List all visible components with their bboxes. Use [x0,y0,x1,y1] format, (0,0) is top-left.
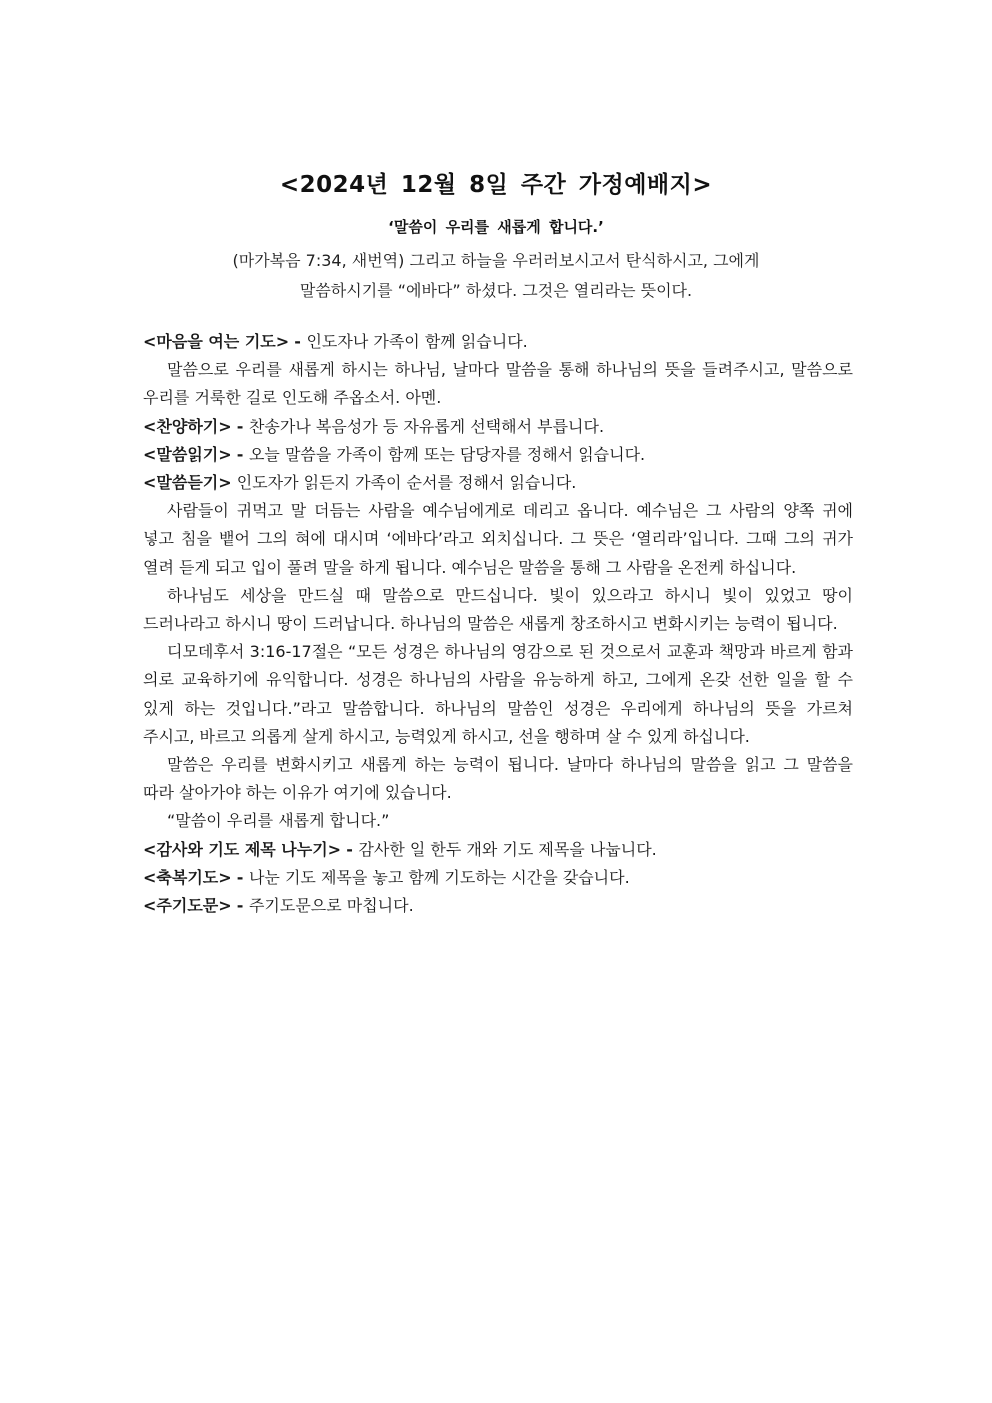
section-heading: <감사와 기도 제목 나누기> [143,839,342,859]
page-title: <2024년 12월 8일 주간 가정예배지> [279,172,713,198]
sermon-paragraph: 말씀은 우리를 변화시키고 새롭게 하는 능력이 됩니다. 날마다 하나님의 말씀을 읽고 그 말씀을 따라 살아가야 하는 이유가 여기에 있습니다. [143,755,853,803]
sermon-paragraph: 디모데후서 3:16-17절은 “모든 성경은 하나님의 영감으로 된 것으로서 교훈과 책망과 바르게 함과 의로 교육하기에 유익합니다. 성경은 하나님의 사람을 유능하게 하고, 그에게 온갖 선한 일을 할 수 있게 하는 것입니다.”라고 말씀합니다. 하나님의 말씀인 성경은 우리에게 하나님의 뜻을 가르쳐 주시고, 바르고 의롭게 살게 하시고, 능력있게 하시고, 선을 행하며 살 수 있게 하십니다. [143,642,853,746]
section-heading: <마음을 여는 기도> [143,332,290,351]
section-description: 찬송가나 복음성가 등 자유롭게 선택해서 부릅니다. [248,416,605,436]
scripture-verse [0,246,992,306]
section-sharing [143,836,853,864]
sermon-paragraph: 사람들이 귀먹고 말 더듬는 사람을 예수님에게로 데리고 옵니다. 예수님은 그 사람의 양쪽 귀에 넣고 침을 뱉어 그의 혀에 대시며 ‘에바다’라고 외치십니다. 그 뜻은 ‘열리라’입니다. 그때 그의 귀가 열려 듣게 되고 입이 풀려 말을 하게 됩니다. 예수님은 말씀을 통해 그 사람을 온전케 하십니다. [143,501,853,577]
section-opening-prayer [143,328,853,356]
section-blessing [143,864,853,892]
section-description: 인도자나 가족이 함께 읽습니다. [306,332,528,351]
separator: - [236,444,249,464]
separator: - [236,896,249,916]
opening-prayer-text: 말씀으로 우리를 새롭게 하시는 하나님, 날마다 말씀을 통해 하나님의 뜻을 들려주시고, 말씀으로 우리를 거룩한 길로 인도해 주옵소서. 아멘. [143,360,853,408]
section-heading: <축복기도> [143,867,232,887]
section-listening [143,469,853,497]
section-reading [143,441,853,469]
section-description: 감사한 일 한두 개와 기도 제목을 나눕니다. [358,839,657,859]
section-description: 오늘 말씀을 가족이 함께 또는 담당자를 정해서 읽습니다. [248,444,646,464]
section-heading: <주기도문> [143,896,232,916]
section-praise [143,413,853,441]
section-description: 주기도문으로 마칩니다. [248,896,414,916]
section-description: 나눈 기도 제목을 놓고 함께 기도하는 시간을 갖습니다. [248,867,630,887]
verse-line-1: (마가복음 7:34, 새번역) 그리고 하늘을 우러러보시고서 탄식하시고, 그에게 [232,251,760,270]
section-description: 인도자가 읽든지 가족이 순서를 정해서 읽습니다. [236,473,577,493]
separator: - [236,867,249,887]
verse-line-2: 말씀하시기를 “에바다” 하셨다. 그것은 열리라는 뜻이다. [299,281,693,300]
sermon-closing-quote: “말씀이 우리를 새롭게 합니다.” [167,811,390,831]
section-heading: <찬양하기> [143,416,232,436]
separator: - [346,839,359,859]
section-heading: <말씀읽기> [143,444,232,464]
page-subtitle: ‘말씀이 우리를 새롭게 합니다.’ [388,218,604,236]
section-lords-prayer [143,892,853,920]
sermon-paragraph: 하나님도 세상을 만드실 때 말씀으로 만드십니다. 빛이 있으라고 하시니 빛이 있었고 땅이 드러나라고 하시니 땅이 드러납니다. 하나님의 말씀은 새롭게 창조하시고 변화시키는 능력이 됩니다. [143,585,853,634]
section-heading: <말씀듣기> [143,473,232,493]
worship-order [143,328,853,920]
separator: - [294,332,307,351]
separator: - [236,416,249,436]
